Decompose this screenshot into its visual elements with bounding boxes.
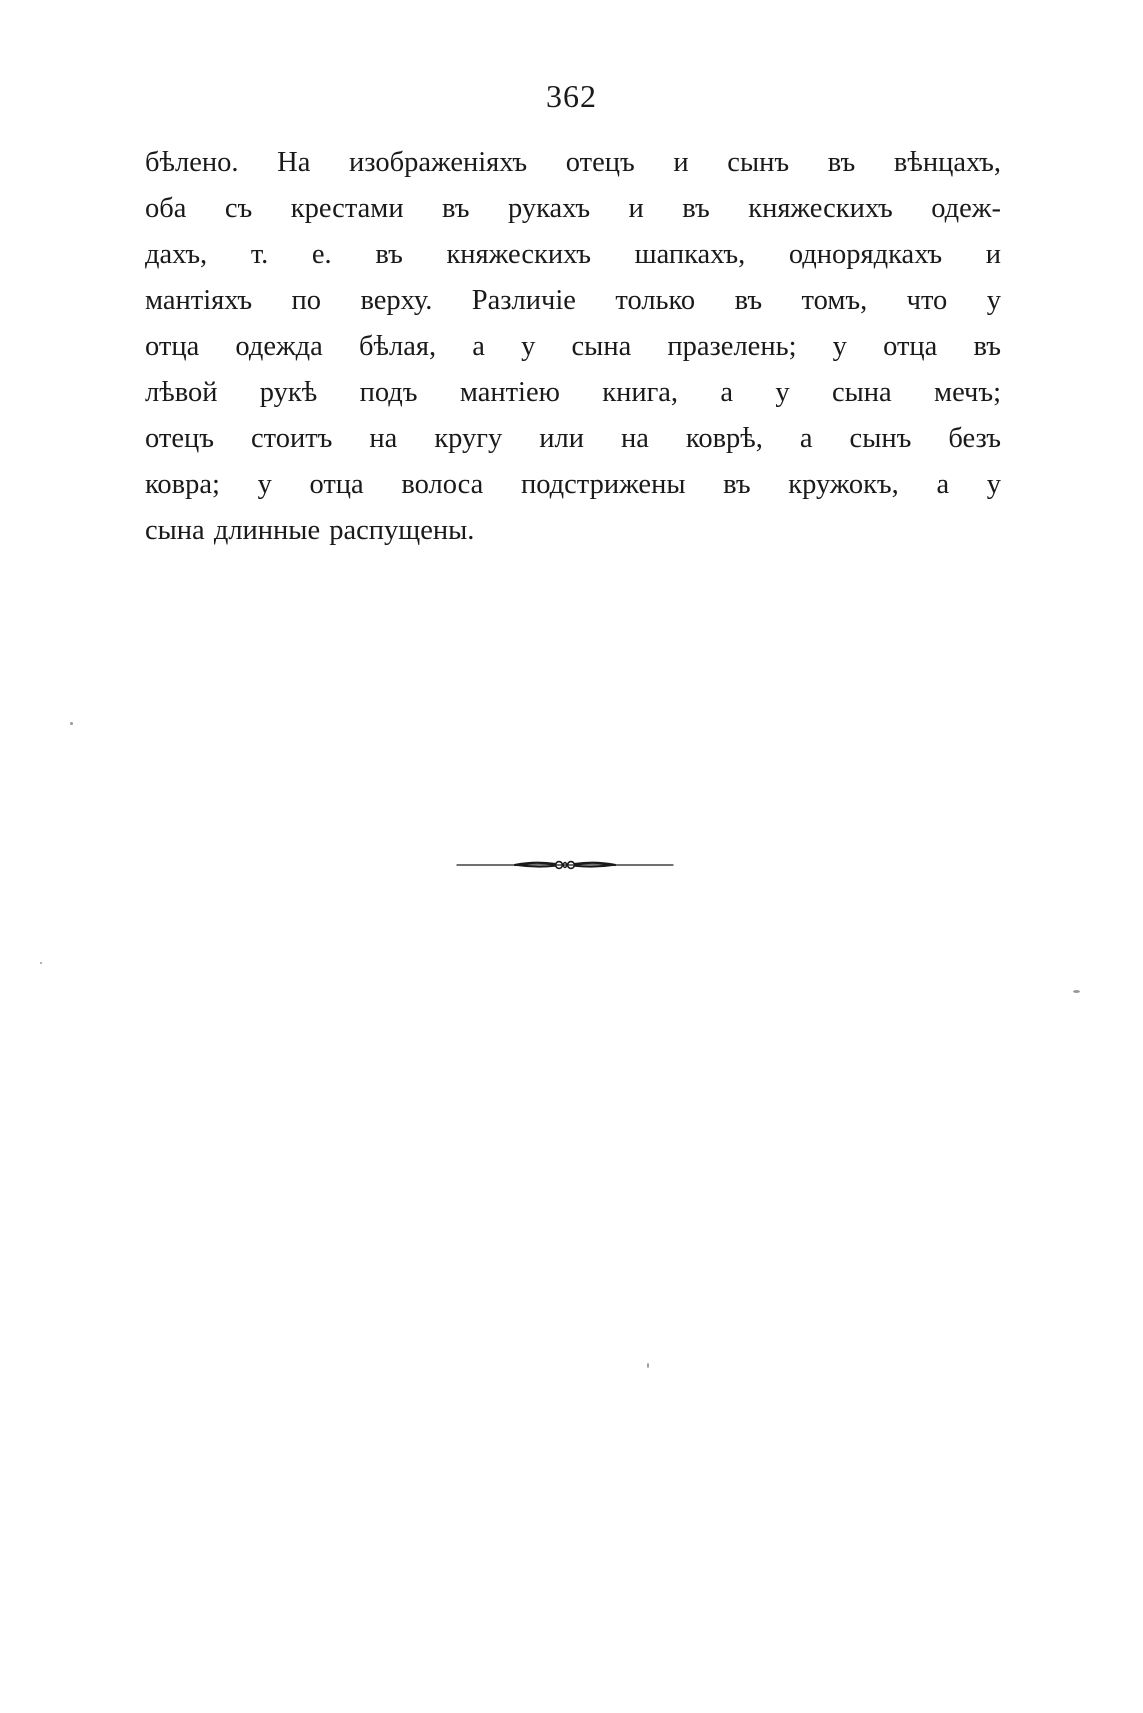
text-line: отца одежда бѣлая, а у сына празелень; у отца въ	[145, 331, 1001, 362]
paper-speck	[1073, 990, 1080, 993]
text-line: сына длинные распущены.	[145, 515, 475, 546]
text-line: ковра; у отца волоса подстрижены въ кружокъ, а у	[145, 469, 1001, 500]
paper-speck	[70, 722, 73, 725]
text-line: бѣлено. На изображеніяхъ отецъ и сынъ въ вѣнцахъ,	[145, 147, 1001, 178]
paper-speck	[647, 1363, 649, 1368]
text-line: лѣвой рукѣ подъ мантіею книга, а у сына мечъ;	[145, 377, 1001, 408]
text-line: дахъ, т. е. въ княжескихъ шапкахъ, однорядкахъ и	[145, 239, 1001, 270]
text-line: отецъ стоитъ на кругу или на коврѣ, а сынъ безъ	[145, 423, 1001, 454]
page-number: 362	[546, 78, 597, 114]
body-text	[145, 140, 1001, 554]
paper-speck	[40, 962, 42, 964]
text-line: мантіяхъ по верху. Различіе только въ томъ, что у	[145, 285, 1001, 316]
flourish-ornament-icon	[455, 855, 675, 875]
text-line: оба съ крестами въ рукахъ и въ княжескихъ одеж-	[145, 193, 1001, 224]
